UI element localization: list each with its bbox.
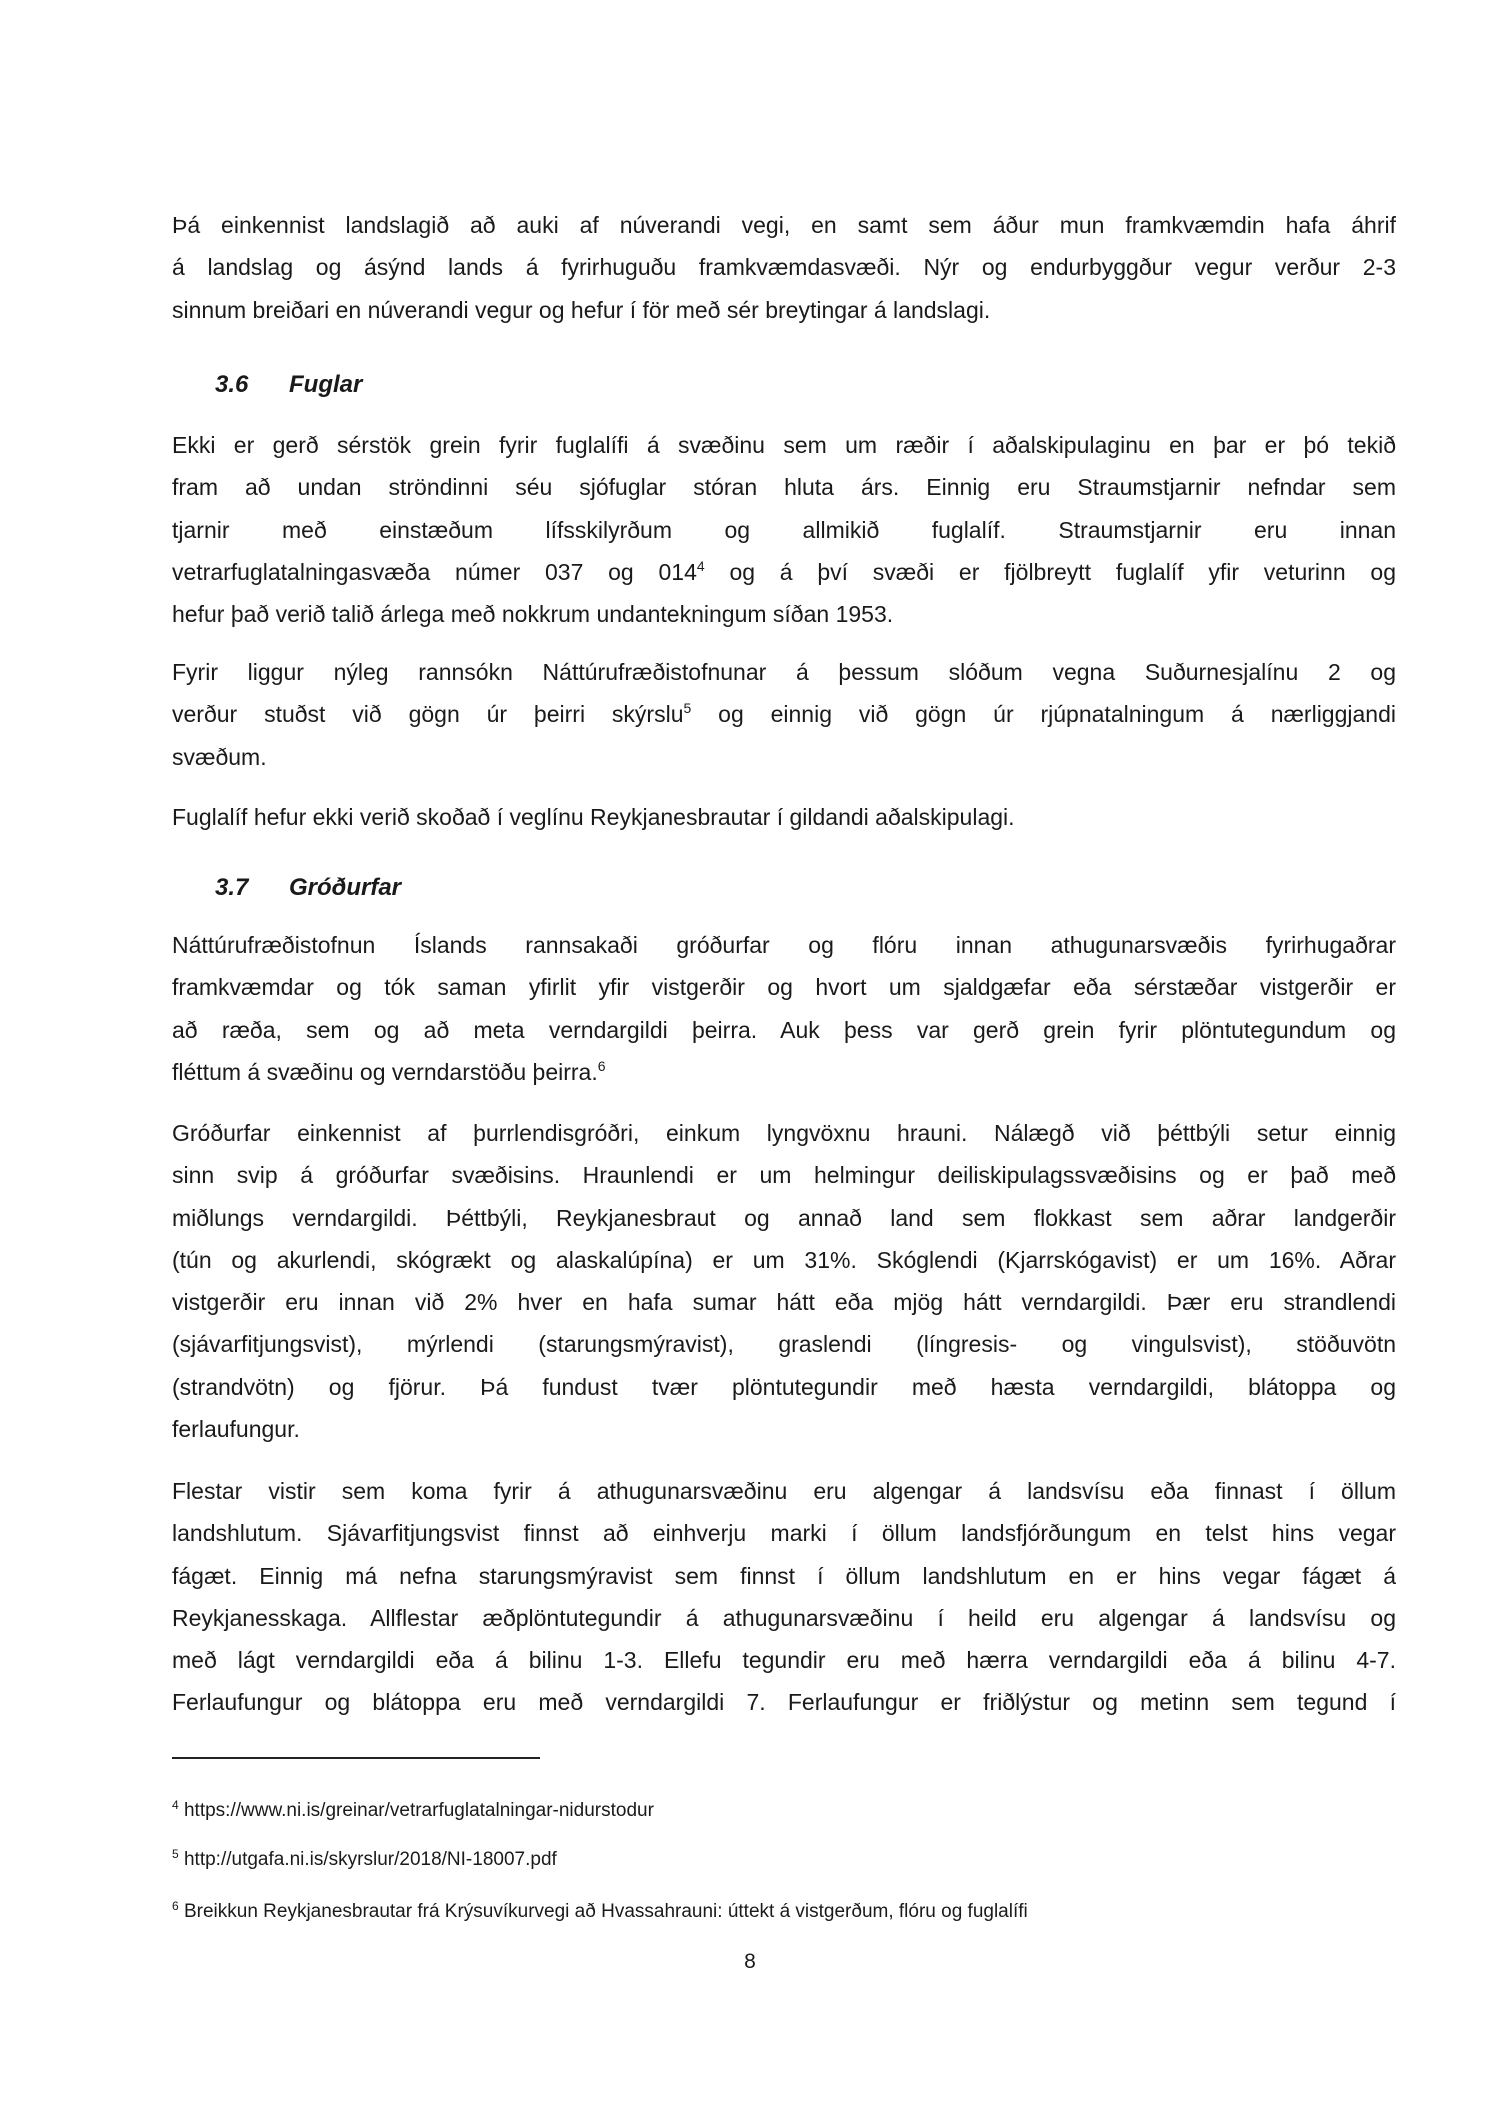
line-text: tjarnir með einstæðum lífsskilyrðum og allmikið fuglalíf. Straumstjarnir eru innan (172, 516, 1396, 543)
footnote-text: Breikkun Reykjanesbrautar frá Krýsuvíkurvegi að Hvassahrauni: úttekt á vistgerðum, flóru og fuglalífi (183, 1901, 1028, 1922)
line-text: Fyrir liggur nýleg rannsókn Náttúrufræðistofnunar á þessum slóðum vegna Suðurnesjalínu 2 og (172, 659, 1396, 685)
text-line (172, 693, 1396, 735)
line-text: vetrarfuglatalningasvæða númer 037 og 014 (172, 558, 697, 585)
text-line (172, 736, 1396, 778)
line-text: svæðum. (172, 743, 267, 770)
line-text: landshlutum. Sjávarfitjungsvist finnst að einhverju marki í öllum landsfjórðungum en telst hins vegar (172, 1520, 1396, 1547)
text-line (172, 1470, 1396, 1512)
text-line (172, 1555, 1396, 1597)
line-text: verður stuðst við gögn úr þeirri skýrslu (172, 701, 684, 728)
footnote-text: http://utgafa.ni.is/skyrslur/2018/NI-18007.pdf (183, 1849, 557, 1870)
text-line (172, 1597, 1396, 1639)
text-line (172, 1366, 1396, 1408)
footnote-4 (172, 1797, 654, 1825)
line-text: og einnig við gögn úr rjúpnatalningum á nærliggjandi (691, 701, 1396, 728)
heading-title: Gróðurfar (289, 874, 402, 901)
text-line (172, 1009, 1396, 1051)
line-text: Þá einkennist landslagið að auki af núverandi vegi, en samt sem áður mun framkvæmdin hafa áhrif (172, 212, 1396, 238)
text-line (172, 204, 1396, 246)
paragraph (172, 796, 1396, 838)
heading-number: 3.6 (215, 371, 249, 398)
text-line (172, 966, 1396, 1008)
text-line (172, 1681, 1396, 1723)
paragraph (172, 1470, 1396, 1724)
line-text: og á því svæði er fjölbreytt fuglalíf yfir veturinn og (704, 558, 1396, 585)
line-text: á landslag og ásýnd lands á fyrirhuguðu framkvæmdasvæði. Nýr og endurbyggður vegur verður 2-3 (172, 254, 1396, 281)
text-line (172, 246, 1396, 288)
line-text: (strandvötn) og fjörur. Þá fundust tvær plöntutegundir með hæsta verndargildi, blátoppa og (172, 1373, 1396, 1400)
line-text: framkvæmdar og tók saman yfirlit yfir vistgerðir og hvort um sjaldgæfar eða sérstæðar vistgerðir er (172, 974, 1396, 1001)
text-line (172, 1408, 1396, 1450)
paragraph (172, 924, 1396, 1093)
line-text: hefur það verið talið árlega með nokkrum undantekningum síðan 1953. (172, 601, 894, 628)
heading-number: 3.7 (215, 874, 249, 901)
line-text: (sjávarfitjungsvist), mýrlendi (starungsmýravist), graslendi (língresis- og vingulsvist), stöðuvötn (172, 1331, 1396, 1358)
line-text: Flestar vistir sem koma fyrir á athugunarsvæðinu eru algengar á landsvísu eða finnast í öllum (172, 1478, 1396, 1504)
paragraph (172, 204, 1396, 331)
line-text: fram að undan ströndinni séu sjófuglar stóran hluta árs. Einnig eru Straumstjarnir nefndar sem (172, 474, 1396, 501)
line-text: Fuglalíf hefur ekki verið skoðað í veglínu Reykjanesbrautar í gildandi aðalskipulagi. (172, 804, 1015, 830)
heading-title: Fuglar (289, 371, 363, 398)
line-text: Ekki er gerð sérstök grein fyrir fuglalífi á svæðinu sem um ræðir í aðalskipulaginu en þar er þó tekið (172, 432, 1396, 458)
section-heading-3-7 (215, 867, 401, 909)
line-text: miðlungs verndargildi. Þéttbýli, Reykjanesbraut og annað land sem flokkast sem aðrar landgerðir (172, 1204, 1396, 1231)
footnote-reference: 6 (597, 1057, 606, 1074)
paragraph (172, 1112, 1396, 1450)
line-text: Reykjanesskaga. Allflestar æðplöntutegundir á athugunarsvæðinu í heild eru algengar á landsvísu og (172, 1604, 1396, 1631)
text-line (172, 1197, 1396, 1239)
paragraph (172, 424, 1396, 635)
text-line (172, 924, 1396, 966)
page-number: 8 (744, 1950, 756, 1973)
line-text: ferlaufungur. (172, 1416, 300, 1443)
text-line (172, 593, 1396, 635)
footnote-mark: 6 (172, 1899, 179, 1913)
paragraph (172, 651, 1396, 778)
footnote-6 (172, 1898, 1028, 1926)
text-line (172, 1239, 1396, 1281)
text-line (172, 1323, 1396, 1365)
line-text: fágæt. Einnig má nefna starungsmýravist sem finnst í öllum landshlutum en er hins vegar fágæt á (172, 1562, 1396, 1589)
text-line (172, 551, 1396, 593)
line-text: (tún og akurlendi, skógrækt og alaskalúpína) er um 31%. Skóglendi (Kjarrskógavist) er um 16%. Aðrar (172, 1246, 1396, 1273)
text-line (172, 1112, 1396, 1154)
section-heading-3-6 (215, 364, 362, 406)
text-line (172, 1281, 1396, 1323)
line-text: með lágt verndargildi eða á bilinu 1-3. Ellefu tegundir eru með hærra verndargildi eða á bilinu 4-7. (172, 1647, 1396, 1674)
footnote-mark: 5 (172, 1847, 179, 1861)
line-text: Ferlaufungur og blátoppa eru með verndargildi 7. Ferlaufungur er friðlýstur og metinn sem tegund í (172, 1689, 1396, 1716)
line-text: Náttúrufræðistofnun Íslands rannsakaði gróðurfar og flóru innan athugunarsvæðis fyrirhugaðrar (172, 932, 1396, 958)
text-line (172, 1512, 1396, 1554)
text-line (172, 651, 1396, 693)
line-text: sinnum breiðari en núverandi vegur og hefur í för með sér breytingar á landslagi. (172, 296, 991, 323)
line-text: að ræða, sem og að meta verndargildi þeirra. Auk þess var gerð grein fyrir plöntutegundum og (172, 1016, 1396, 1043)
footnote-separator (172, 1757, 540, 1759)
footnote-mark: 4 (172, 1798, 179, 1812)
footnote-reference: 5 (683, 700, 692, 717)
line-text: vistgerðir eru innan við 2% hver en hafa sumar hátt eða mjög hátt verndargildi. Þær eru strandlendi (172, 1289, 1396, 1316)
footnote-text: https://www.ni.is/greinar/vetrarfuglatalningar-nidurstodur (183, 1800, 654, 1821)
text-line (172, 1154, 1396, 1196)
line-text: fléttum á svæðinu og verndarstöðu þeirra. (172, 1058, 598, 1085)
text-line (172, 1051, 1396, 1093)
text-line (172, 466, 1396, 508)
line-text: Gróðurfar einkennist af þurrlendisgróðri, einkum lyngvöxnu hrauni. Nálægð við þéttbýli setur einnig (172, 1120, 1396, 1146)
text-line (172, 509, 1396, 551)
footnote-reference: 4 (696, 557, 705, 574)
text-line (172, 796, 1396, 838)
text-line (172, 1639, 1396, 1681)
footnote-5 (172, 1846, 557, 1874)
text-line (172, 289, 1396, 331)
text-line (172, 424, 1396, 466)
line-text: sinn svip á gróðurfar svæðisins. Hraunlendi er um helmingur deiliskipulagssvæðisins og er það með (172, 1162, 1396, 1189)
